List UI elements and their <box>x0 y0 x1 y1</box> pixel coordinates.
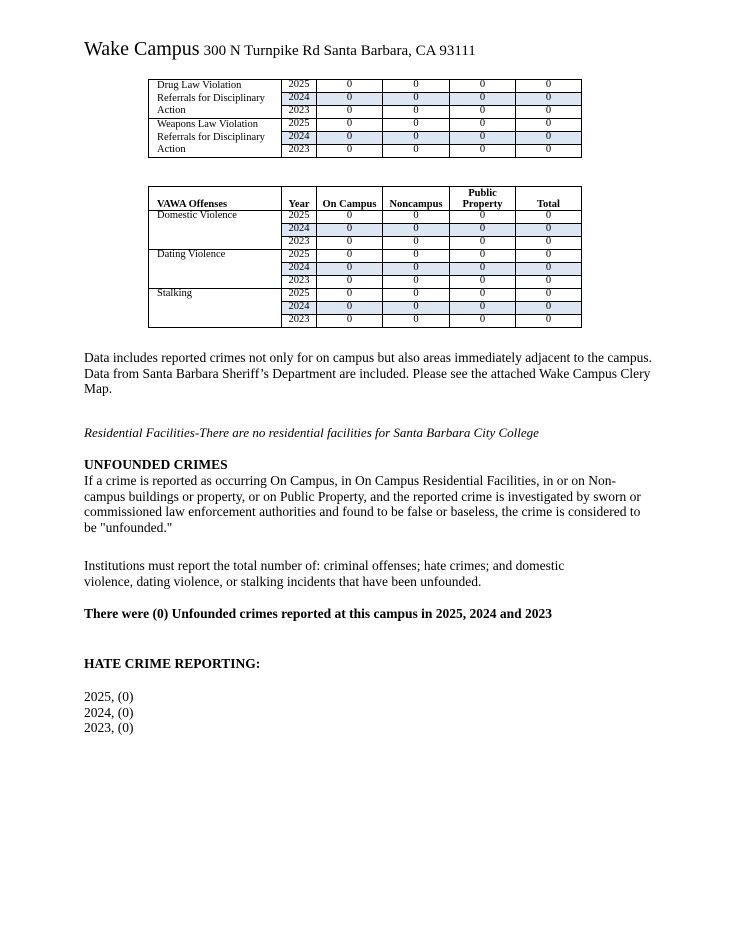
count-cell: 0 <box>516 224 582 237</box>
count-cell: 0 <box>516 237 582 250</box>
count-cell: 0 <box>450 250 516 263</box>
count-cell: 0 <box>383 211 450 224</box>
count-cell: 0 <box>516 119 582 132</box>
year-cell: 2024 <box>282 93 317 106</box>
year-cell: 2024 <box>282 263 317 276</box>
year-cell: 2023 <box>282 276 317 289</box>
offense-label-line: Action <box>157 105 186 116</box>
referrals-table <box>148 79 582 158</box>
year-cell: 2025 <box>282 119 317 132</box>
table-row <box>149 250 582 263</box>
residential-note: Residential Facilities-There are no residential facilities for Santa Barbara City College <box>84 425 539 440</box>
institutions-note: Institutions must report the total number of: criminal offenses; hate crimes; and domestic violence, dating violence, or stalking incidents that have been unfounded. <box>84 558 565 589</box>
count-cell: 0 <box>317 93 383 106</box>
count-cell: 0 <box>450 276 516 289</box>
unfounded-body: If a crime is reported as occurring On Campus, in On Campus Residential Facilities, in or on Non-campus buildings or property, or on Public Property, and the reported crime is investigated by sworn or commissioned law enforcement authorities and found to be false or baseless, the crime is considered to be "unfounded." <box>84 473 641 535</box>
count-cell: 0 <box>317 106 383 119</box>
year-cell: 2025 <box>282 211 317 224</box>
offense-label: Stalking <box>149 289 282 328</box>
year-cell: 2024 <box>282 302 317 315</box>
count-cell: 0 <box>450 263 516 276</box>
count-cell: 0 <box>317 119 383 132</box>
campus-address: 300 N Turnpike Rd Santa Barbara, CA 93111 <box>203 43 476 59</box>
offense-label: Dating Violence <box>149 250 282 289</box>
year-cell: 2024 <box>282 224 317 237</box>
count-cell: 0 <box>516 250 582 263</box>
offense-label-line: Referrals for Disciplinary <box>157 131 265 143</box>
unfounded-heading: UNFOUNDED CRIMES <box>84 457 228 472</box>
header-public-property: Public Property <box>450 187 516 211</box>
offense-label-line: Referrals for Disciplinary <box>157 92 265 104</box>
count-cell: 0 <box>450 302 516 315</box>
count-cell: 0 <box>383 250 450 263</box>
count-cell: 0 <box>383 145 450 158</box>
count-cell: 0 <box>516 93 582 106</box>
count-cell: 0 <box>516 315 582 328</box>
table-row <box>149 119 582 132</box>
count-cell: 0 <box>383 263 450 276</box>
count-cell: 0 <box>516 145 582 158</box>
offense-label-line: Drug Law Violation <box>157 80 242 91</box>
count-cell: 0 <box>450 106 516 119</box>
count-cell: 0 <box>383 289 450 302</box>
count-cell: 0 <box>516 276 582 289</box>
page-title <box>84 38 476 61</box>
year-cell: 2023 <box>282 106 317 119</box>
count-cell: 0 <box>317 289 383 302</box>
count-cell: 0 <box>317 211 383 224</box>
count-cell: 0 <box>450 119 516 132</box>
count-cell: 0 <box>450 93 516 106</box>
count-cell: 0 <box>516 289 582 302</box>
count-cell: 0 <box>317 132 383 145</box>
header-vawa-offenses: VAWA Offenses <box>149 187 282 211</box>
count-cell: 0 <box>516 211 582 224</box>
count-cell: 0 <box>383 106 450 119</box>
table-row <box>149 289 582 302</box>
year-cell: 2025 <box>282 80 317 93</box>
campus-name: Wake Campus <box>84 38 200 60</box>
count-cell: 0 <box>450 224 516 237</box>
count-cell: 0 <box>317 276 383 289</box>
unfounded-statement: There were (0) Unfounded crimes reported at this campus in 2025, 2024 and 2023 <box>84 606 552 621</box>
count-cell: 0 <box>317 315 383 328</box>
count-cell: 0 <box>516 106 582 119</box>
year-cell: 2025 <box>282 289 317 302</box>
year-cell: 2023 <box>282 145 317 158</box>
hate-crime-line: 2025, (0) <box>84 689 134 704</box>
count-cell: 0 <box>516 80 582 93</box>
hate-crime-list <box>84 689 654 736</box>
vawa-offenses-table <box>148 186 582 328</box>
header-noncampus: Noncampus <box>383 187 450 211</box>
count-cell: 0 <box>383 276 450 289</box>
count-cell: 0 <box>317 263 383 276</box>
count-cell: 0 <box>383 224 450 237</box>
hate-crime-heading: HATE CRIME REPORTING: <box>84 656 261 671</box>
year-cell: 2024 <box>282 132 317 145</box>
header-on-campus: On Campus <box>317 187 383 211</box>
count-cell: 0 <box>516 302 582 315</box>
count-cell: 0 <box>317 145 383 158</box>
count-cell: 0 <box>450 80 516 93</box>
count-cell: 0 <box>450 315 516 328</box>
count-cell: 0 <box>383 119 450 132</box>
count-cell: 0 <box>450 145 516 158</box>
count-cell: 0 <box>383 315 450 328</box>
table-row <box>149 80 582 93</box>
count-cell: 0 <box>317 250 383 263</box>
count-cell: 0 <box>516 132 582 145</box>
count-cell: 0 <box>383 237 450 250</box>
year-cell: 2025 <box>282 250 317 263</box>
count-cell: 0 <box>450 289 516 302</box>
count-cell: 0 <box>383 132 450 145</box>
offense-label: Domestic Violence <box>149 211 282 250</box>
count-cell: 0 <box>317 80 383 93</box>
data-note: Data includes reported crimes not only for on campus but also areas immediately adjacent to the campus. Data from Santa Barbara Sheriff’s Department are included. Please see the attached Wake Campus Clery Map. <box>84 350 652 396</box>
count-cell: 0 <box>516 263 582 276</box>
year-cell: 2023 <box>282 237 317 250</box>
count-cell: 0 <box>383 302 450 315</box>
table-row <box>149 211 582 224</box>
offense-label-line: Action <box>157 144 186 155</box>
offense-label <box>149 80 282 119</box>
header-total: Total <box>516 187 582 211</box>
count-cell: 0 <box>317 302 383 315</box>
count-cell: 0 <box>317 237 383 250</box>
hate-crime-line: 2023, (0) <box>84 720 134 735</box>
hate-crime-line: 2024, (0) <box>84 704 134 720</box>
count-cell: 0 <box>450 237 516 250</box>
header-year: Year <box>282 187 317 211</box>
count-cell: 0 <box>383 80 450 93</box>
count-cell: 0 <box>450 211 516 224</box>
count-cell: 0 <box>383 93 450 106</box>
count-cell: 0 <box>450 132 516 145</box>
count-cell: 0 <box>317 224 383 237</box>
offense-label <box>149 119 282 158</box>
offense-label-line: Weapons Law Violation <box>157 119 258 130</box>
year-cell: 2023 <box>282 315 317 328</box>
